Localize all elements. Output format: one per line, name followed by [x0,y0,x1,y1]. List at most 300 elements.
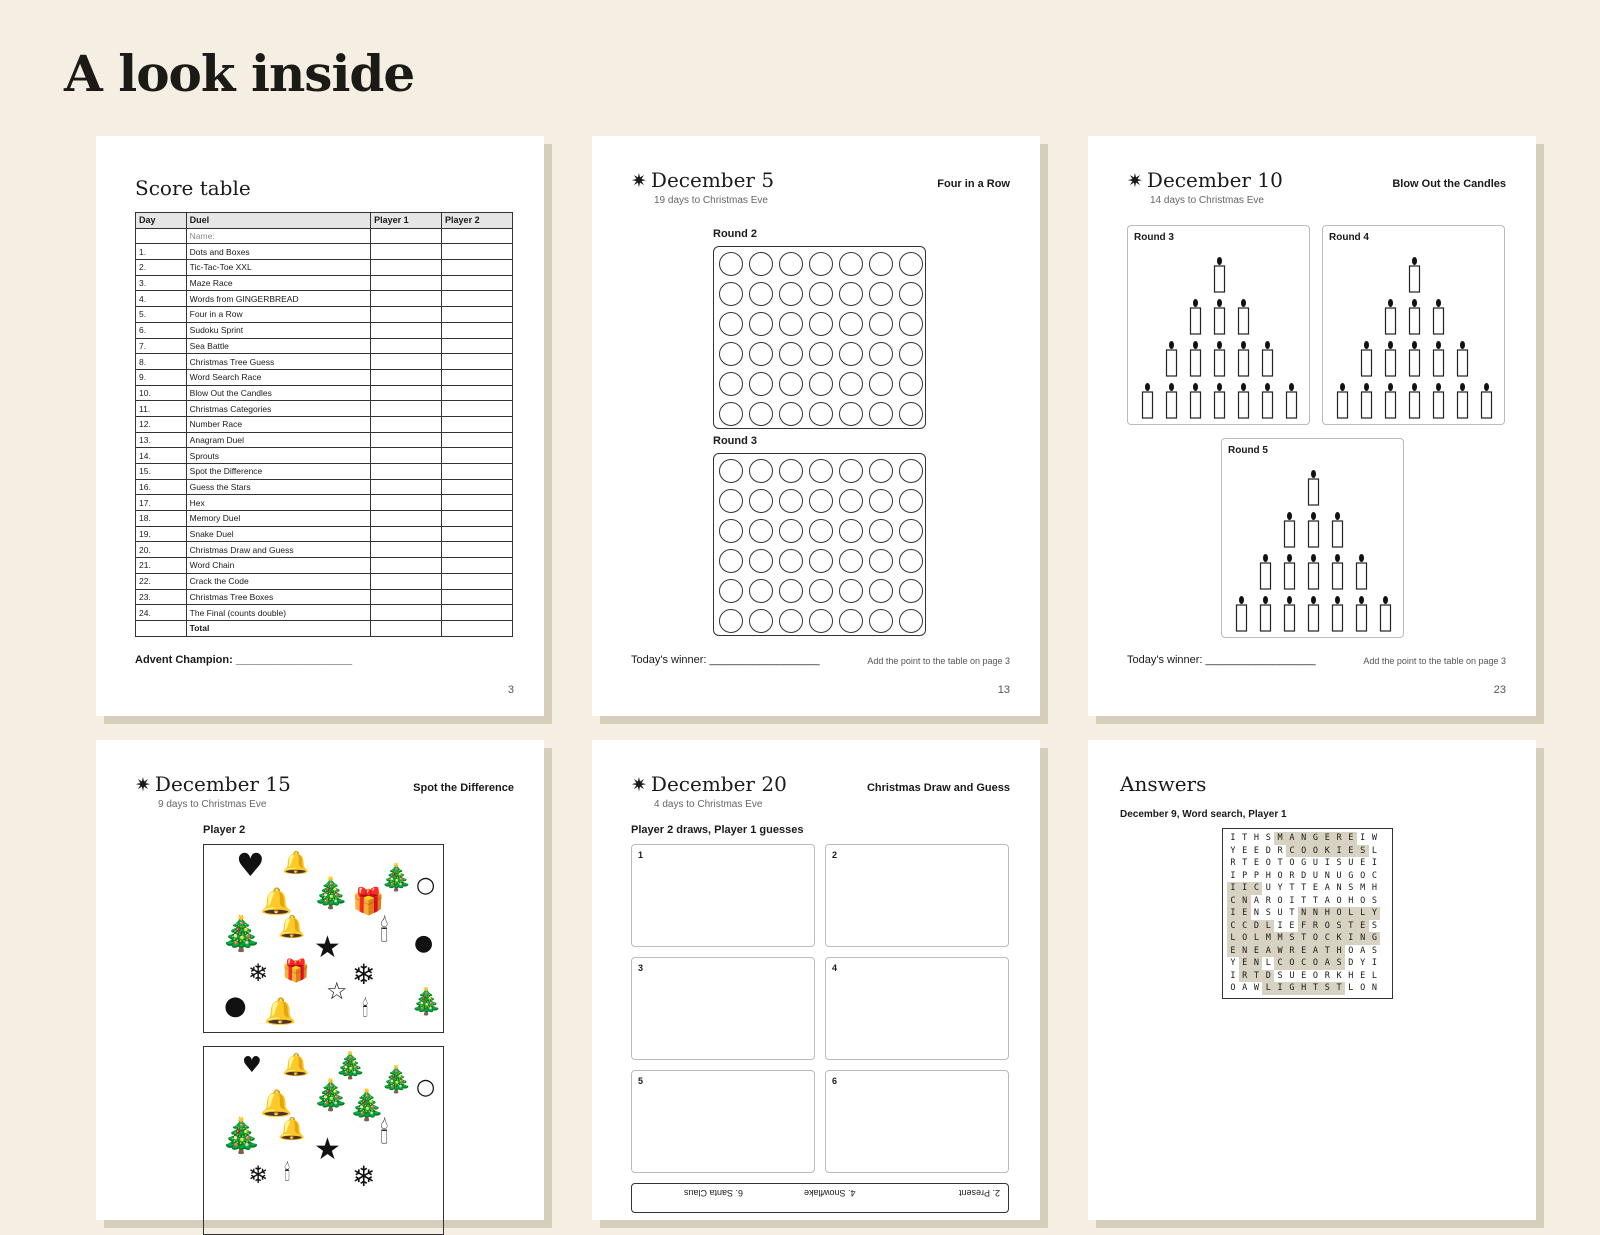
player2-cell [442,275,513,291]
word-search-letter: E [1253,858,1260,868]
board-circle [839,459,863,483]
word-search-letter: M [1274,832,1286,845]
word-search-row [1227,982,1388,995]
player2-cell [442,260,513,276]
day-cell: 24. [136,605,187,621]
total-row [136,620,513,636]
word-search-letter: K [1333,932,1345,945]
word-search-letter: A [1262,945,1274,958]
candle-icon [1309,563,1319,589]
word-search-letter: U [1348,858,1354,868]
flame-icon [1364,383,1369,391]
word-search-letter: I [1360,833,1366,843]
board-circle [899,252,923,276]
duel-cell: Four in a Row [186,307,370,323]
ornament-icon: ○ [416,1075,436,1100]
flame-icon [1460,341,1465,349]
duel-cell: Word Chain [186,558,370,574]
word-search-row [1227,845,1388,858]
page-title [1127,168,1283,192]
word-search-letter: R [1324,970,1330,981]
table-row [136,291,513,307]
board-circle [869,282,893,306]
board-circle [839,282,863,306]
board-circle [869,489,893,513]
duel-cell: Christmas Categories [186,401,370,417]
candle-icon [1191,308,1201,334]
candle-round-box [1221,438,1404,638]
page-number: 23 [1493,684,1506,696]
player2-cell [442,542,513,558]
word-search-letter: E [1312,883,1319,893]
tree-icon: 🎄 [312,1078,350,1113]
board-circle [839,342,863,366]
word-search-letter: E [1301,970,1307,981]
word-search-letter: D [1262,970,1274,983]
board-circle [779,609,803,633]
winner-line: Today's winner: __________________ [1127,654,1316,666]
board-circle [899,312,923,336]
board-circle [839,609,863,633]
board-circle [719,342,743,366]
word-search-letter: P [1253,870,1260,881]
player1-cell [371,291,442,307]
word-search-row [1227,857,1388,870]
word-search-letter: O [1360,870,1366,881]
table-row [136,369,513,385]
board-circle [839,549,863,573]
board-circle [719,282,743,306]
word-search-letter: K [1336,970,1342,981]
word-search-letter: C [1286,845,1298,858]
word-search-letter: T [1277,858,1283,868]
duel-cell: Christmas Tree Boxes [186,589,370,605]
candle-icon [1386,308,1396,334]
word-search-letter: O [1289,858,1295,868]
day-cell: 3. [136,275,187,291]
duel-cell: Spot the Difference [186,464,370,480]
duel-cell: Tic-Tac-Toe XXL [186,260,370,276]
word-search-letter: S [1277,970,1283,981]
gift-icon: 🎁 [282,959,310,984]
day-cell [136,620,187,636]
board-circle [809,609,833,633]
player1-cell [371,620,442,636]
board-circle [779,459,803,483]
word-search-letter: D [1251,920,1263,933]
word-search-letter: T [1301,883,1307,893]
word-search-letter: A [1360,945,1366,956]
page-title [135,772,291,796]
word-search-letter: H [1371,883,1378,893]
flame-icon [1436,341,1441,349]
draw-box [825,957,1009,1060]
word-search-letter: L [1262,920,1274,933]
player2-cell [442,526,513,542]
word-search-letter: L [1357,907,1369,920]
round-label: Round 3 [1134,232,1174,243]
word-search-letter: T [1321,945,1333,958]
day-cell: 9. [136,369,187,385]
board-circle [719,609,743,633]
word-search-letter: O [1321,920,1333,933]
game-name: Spot the Difference [413,782,514,794]
board-circle [719,549,743,573]
table-note: Add the point to the table on page 3 [867,656,1010,666]
candle-icon [1237,605,1247,631]
duel-cell: Guess the Stars [186,479,370,495]
word-search-letter: O [1360,895,1366,906]
candle-round-box [1127,225,1310,425]
word-search-letter: Y [1230,845,1236,856]
duel-cell: Sprouts [186,448,370,464]
candle-icon [1410,266,1420,292]
candle-icon: 🕯 [380,914,389,949]
flame-icon [1359,596,1364,604]
word-search-letter: N [1310,907,1322,920]
board-circle [869,342,893,366]
word-search-letter: T [1289,883,1295,893]
player1-cell [371,338,442,354]
word-search-letter: T [1310,982,1322,995]
flame-icon [1217,383,1222,391]
word-search-letter: H [1321,907,1333,920]
word-search-letter: U [1312,870,1319,881]
candle-icon [1285,521,1295,547]
duel-cell: Snake Duel [186,526,370,542]
word-search-letter: S [1333,920,1345,933]
days-left: 9 days to Christmas Eve [158,799,267,810]
draw-box-number: 6 [832,1076,838,1086]
word-search-letter: N [1239,895,1251,908]
candle-icon [1309,479,1319,505]
flame-icon [1311,512,1316,520]
board-circle [749,549,773,573]
player2-cell [442,558,513,574]
board-circle [809,312,833,336]
candle-icon [1434,392,1444,418]
duel-cell: Word Search Race [186,369,370,385]
day-cell: 6. [136,322,187,338]
flame-icon [1193,383,1198,391]
board-circle [749,342,773,366]
advent-champion-line: Advent Champion: ___________________ [135,654,353,666]
date-title: December 15 [154,772,291,796]
board-circle [779,282,803,306]
duel-cell: Number Race [186,416,370,432]
candle-icon [1261,605,1271,631]
word-search-letter: O [1230,983,1236,993]
table-row [136,401,513,417]
round-label: Round 5 [1228,445,1268,456]
word-search-letter: H [1348,895,1354,906]
duel-cell: Christmas Draw and Guess [186,542,370,558]
board-circle [719,312,743,336]
four-in-a-row-board [713,246,926,429]
player2-cell [442,589,513,605]
board-circle [899,579,923,603]
flame-icon [1145,383,1150,391]
word-search-letter: N [1251,957,1263,970]
draw-box [825,844,1009,947]
board-circle [779,549,803,573]
player2-cell [442,401,513,417]
candle-icon [1143,392,1153,418]
word-search-letter: A [1321,957,1333,970]
board-circle [869,402,893,426]
word-search-letter: T [1333,982,1345,995]
player2-cell [442,605,513,621]
board-circle [899,549,923,573]
word-search-letter: N [1298,907,1310,920]
candle-icon [1309,605,1319,631]
word-search-row [1227,907,1388,920]
draw-box [825,1070,1009,1173]
word-search-letter: R [1286,945,1298,958]
word-search-row [1227,870,1388,883]
candle-icon [1215,350,1225,376]
candle-icon: 🕯 [380,1116,389,1151]
player2-cell [442,385,513,401]
board-circle [809,402,833,426]
board-circle [899,459,923,483]
word-search-letter: H [1348,970,1354,981]
candle-icon [1167,392,1177,418]
word-search-letter: G [1301,858,1307,868]
word-search-letter: R [1333,832,1345,845]
flame-icon [1289,383,1294,391]
word-search-letter: D [1265,845,1271,856]
flame-icon [1265,341,1270,349]
board-circle [839,579,863,603]
duel-cell: Dots and Boxes [186,244,370,260]
word-search-letter: R [1289,870,1295,881]
word-search-letter: M [1360,883,1366,893]
board-circle [869,549,893,573]
board-circle [779,489,803,513]
candle-icon [1191,350,1201,376]
star-icon: ✷ [631,774,647,796]
flame-icon [1287,596,1292,604]
duel-cell: Words from GINGERBREAD [186,291,370,307]
table-row [136,354,513,370]
word-search-letter: C [1371,870,1378,881]
day-cell: 23. [136,589,187,605]
word-search-row [1227,970,1388,983]
board-circle [779,312,803,336]
day-cell: 22. [136,573,187,589]
bell-icon: 🔔 [282,851,310,876]
flipped-word: 4. Snowflake [804,1188,856,1198]
player2-cell [442,228,513,244]
candle-icon [1386,392,1396,418]
table-row [136,464,513,480]
board-circle [719,489,743,513]
word-search-letter: R [1230,858,1236,868]
board-circle [749,312,773,336]
star-outline-icon: ☆ [326,977,348,1005]
flame-icon [1412,383,1417,391]
duel-cell: Anagram Duel [186,432,370,448]
board-circle [749,519,773,543]
candle-icon [1215,266,1225,292]
flame-icon [1436,299,1441,307]
board-circle [869,372,893,396]
word-search-letter: H [1253,833,1260,843]
candle-icon [1263,350,1273,376]
player2-cell [442,464,513,480]
board-circle [779,519,803,543]
word-search-letter: S [1321,982,1333,995]
spot-picture-top [203,844,444,1033]
word-search-letter: T [1345,920,1357,933]
board-circle [869,459,893,483]
board-circle [749,609,773,633]
word-search-letter: L [1262,982,1274,995]
word-search-letter: A [1253,895,1260,906]
word-search-letter: T [1251,970,1263,983]
winner-line: Today's winner: __________________ [631,654,820,666]
flame-icon [1241,383,1246,391]
candle-pyramid [1323,226,1506,426]
score-table-title: Score table [135,176,251,200]
player1-cell [371,369,442,385]
table-row [136,558,513,574]
word-search-letter: E [1239,907,1251,920]
duel-cell: The Final (counts double) [186,605,370,621]
word-search-letter: Y [1230,958,1236,968]
tree-icon: 🎄 [334,1051,367,1081]
candle-icon [1239,308,1249,334]
board-circle [749,459,773,483]
word-search-letter: O [1265,858,1271,868]
table-row [136,260,513,276]
candle-icon [1410,350,1420,376]
page-title [631,772,787,796]
word-search-letter: E [1242,845,1248,856]
board-circle [869,519,893,543]
total-label: Total [186,620,370,636]
gift-icon: 🎁 [352,887,385,917]
word-search-letter: U [1265,883,1271,893]
word-search-letter: I [1289,895,1295,906]
draw-box [631,957,815,1060]
day-cell: 7. [136,338,187,354]
player1-cell [371,432,442,448]
tree-icon: 🎄 [312,876,350,911]
flame-icon [1412,299,1417,307]
name-label-cell: Name: [186,228,370,244]
day-cell: 11. [136,401,187,417]
word-search-letter: A [1286,832,1298,845]
duel-cell: Crack the Code [186,573,370,589]
flame-icon [1265,383,1270,391]
player1-cell [371,605,442,621]
board-circle [719,459,743,483]
days-left: 14 days to Christmas Eve [1150,195,1264,206]
word-search-row [1227,895,1388,908]
flame-icon [1217,341,1222,349]
word-search-letter: F [1298,920,1310,933]
word-search-letter: G [1310,832,1322,845]
table-row [136,542,513,558]
candle-icon [1386,350,1396,376]
tree-icon: 🎄 [220,914,263,954]
word-search-letter: O [1239,932,1251,945]
candle-icon [1285,605,1295,631]
player1-cell [371,244,442,260]
board-circle [809,342,833,366]
word-search-letter: O [1310,845,1322,858]
candle-icon [1333,605,1343,631]
day-cell: 16. [136,479,187,495]
page-heading: A look inside [64,44,415,103]
table-row [136,511,513,527]
draw-box-number: 1 [638,850,644,860]
col-day: Day [136,213,187,229]
board-circle [869,579,893,603]
ornament-icon: ● [414,931,434,956]
word-search-row [1227,932,1388,945]
word-search-letter: S [1371,920,1378,931]
candle-icon [1239,350,1249,376]
candle-icon [1309,521,1319,547]
word-search-row [1227,957,1388,970]
table-row [136,495,513,511]
draw-box-number: 2 [832,850,838,860]
candle-icon [1263,392,1273,418]
board-circle [839,372,863,396]
day-cell: 4. [136,291,187,307]
table-row [136,338,513,354]
word-search-letter: I [1230,833,1236,843]
table-row [136,322,513,338]
word-search-row [1227,945,1388,958]
player2-cell [442,369,513,385]
spot-picture-bottom [203,1046,444,1235]
board-circle [839,402,863,426]
candle-icon [1357,563,1367,589]
bell-outline-icon: 🔔 [282,1053,310,1078]
round-label: Round 4 [1329,232,1369,243]
word-search-letter: E [1239,957,1251,970]
board-circle [749,579,773,603]
player1-cell [371,573,442,589]
bell-icon: 🔔 [260,887,293,917]
board-circle [809,579,833,603]
word-search-letter: N [1357,932,1369,945]
flipped-word: 2. Present [958,1188,1000,1198]
bell-outline-icon: 🔔 [278,1117,306,1142]
duel-cell: Blow Out the Candles [186,385,370,401]
table-row [136,432,513,448]
duel-cell: Christmas Tree Guess [186,354,370,370]
word-search-letter: N [1371,983,1378,993]
game-name: Blow Out the Candles [1392,178,1506,190]
board-circle [809,549,833,573]
board-circle [809,282,833,306]
table-row [136,589,513,605]
player1-cell [371,542,442,558]
heart-icon: ♥ [242,1053,262,1078]
candle-icon [1458,392,1468,418]
word-search-letter: L [1251,932,1263,945]
word-search-letter: Y [1369,907,1381,920]
answers-title: Answers [1120,772,1207,796]
word-search-letter: I [1345,932,1357,945]
player1-cell [371,511,442,527]
word-search-letter: W [1274,945,1286,958]
